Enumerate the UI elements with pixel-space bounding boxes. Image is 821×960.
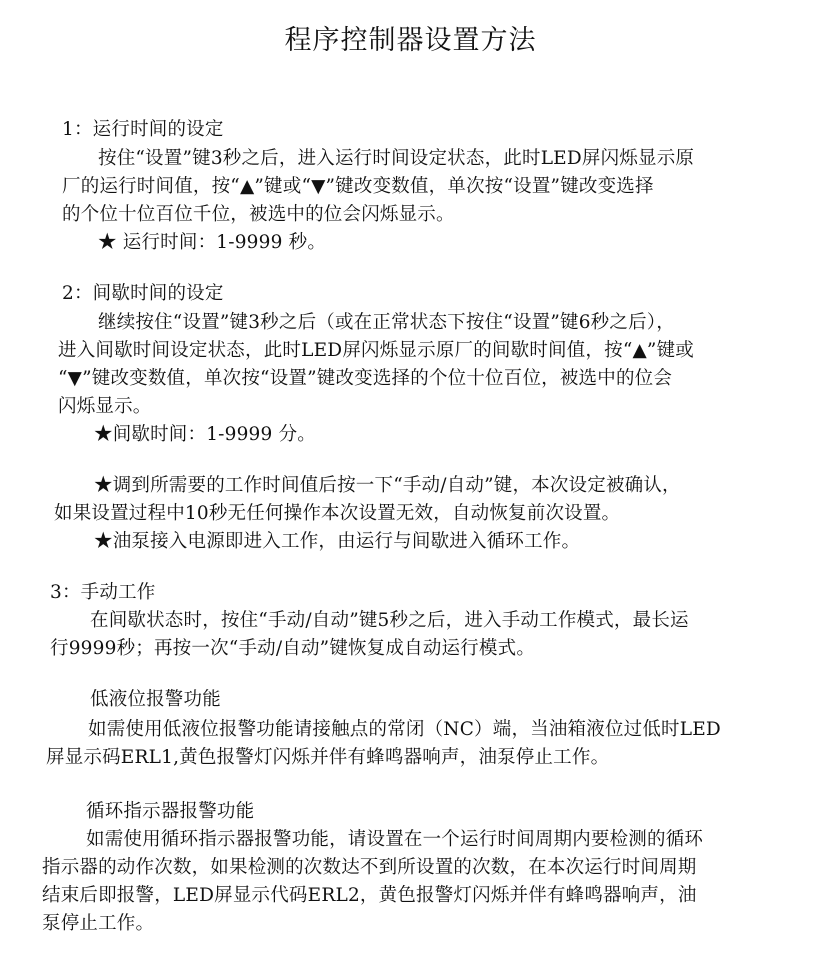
text-line: 按住“设置”键3秒之后，进入运行时间设定状态，此时LED屏闪烁显示原 — [98, 148, 695, 169]
star-note: ★油泵接入电源即进入工作，由运行与间歇进入循环工作。 — [94, 531, 581, 552]
text-line: 指示器的动作次数，如果检测的次数达不到所设置的次数，在本次运行时间周期 — [42, 857, 697, 878]
text-line: 结束后即报警，LED屏显示代码ERL2，黄色报警灯闪烁并伴有蜂鸣器响声，油 — [42, 885, 697, 906]
text-line: 泵停止工作。 — [42, 913, 155, 934]
text-line: 如需使用低液位报警功能请接触点的常闭（NC）端，当油箱液位过低时LED — [88, 719, 721, 740]
star-note: ★ 运行时间：1-9999 秒。 — [98, 232, 327, 253]
low-level-alarm-heading: 低液位报警功能 — [90, 689, 221, 710]
text-line: 屏显示码ERL1,黄色报警灯闪烁并伴有蜂鸣器响声，油泵停止工作。 — [46, 747, 610, 768]
text-line: 的个位十位百位千位，被选中的位会闪烁显示。 — [62, 204, 455, 225]
section-1-heading: 1：运行时间的设定 — [62, 119, 224, 140]
star-note: ★调到所需要的工作时间值后按一下“手动/自动”键，本次设定被确认， — [94, 475, 681, 496]
text-line: 在间歇状态时，按住“手动/自动”键5秒之后，进入手动工作模式，最长运 — [90, 610, 689, 631]
star-note: ★间歇时间：1-9999 分。 — [94, 424, 316, 445]
section-2-heading: 2：间歇时间的设定 — [62, 283, 224, 304]
text-line: 行9999秒；再按一次“手动/自动”键恢复成自动运行模式。 — [50, 638, 536, 659]
text-line: “▼”键改变数值，单次按“设置”键改变选择的个位十位百位，被选中的位会 — [58, 368, 673, 389]
text-line: 继续按住“设置”键3秒之后（或在正常状态下按住“设置”键6秒之后）， — [98, 312, 675, 333]
text-line: 进入间歇时间设定状态，此时LED屏闪烁显示原厂的间歇时间值，按“▲”键或 — [58, 340, 694, 361]
cycle-alarm-heading: 循环指示器报警功能 — [86, 801, 255, 822]
text-line: 厂的运行时间值，按“▲”键或“▼”键改变数值，单次按“设置”键改变选择 — [62, 176, 654, 197]
text-line: 闪烁显示。 — [58, 396, 152, 417]
text-line: 如需使用循环指示器报警功能，请设置在一个运行时间周期内要检测的循环 — [86, 829, 704, 850]
text-line: 如果设置过程中10秒无任何操作本次设置无效，自动恢复前次设置。 — [54, 503, 621, 524]
section-3-heading: 3：手动工作 — [50, 582, 156, 603]
document-title: 程序控制器设置方法 — [284, 25, 537, 56]
